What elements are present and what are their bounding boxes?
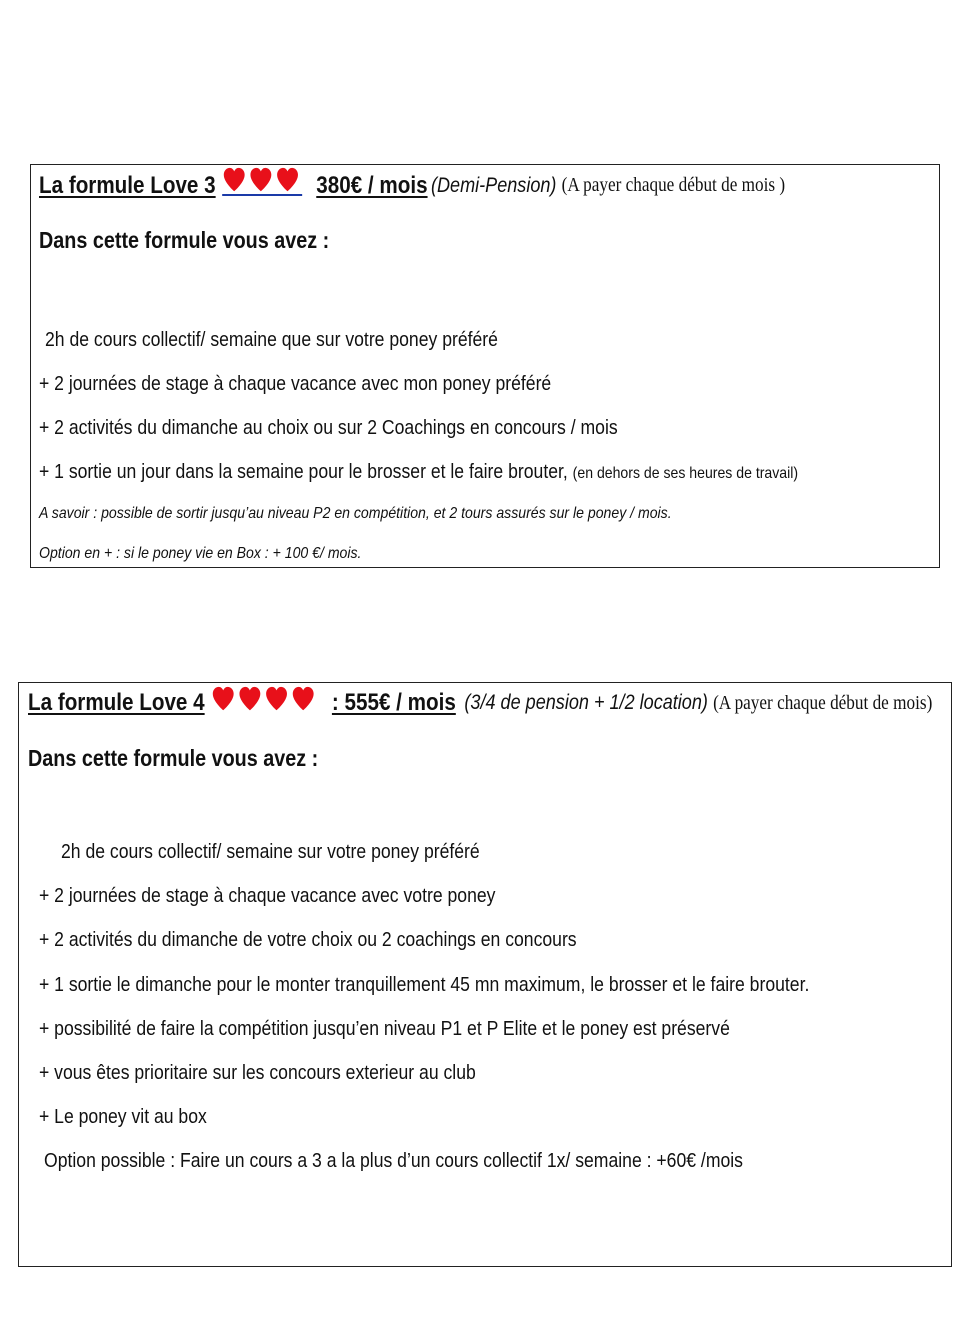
- heart-icon: [212, 686, 236, 712]
- list-item-note: (en dehors de ses heures de travail): [572, 465, 799, 482]
- card-title: La formule Love 4: [28, 689, 205, 716]
- list-item: + possibilité de faire la compétition jusqu’en niveau P1 et P Elite et le poney est préservé: [39, 1018, 730, 1040]
- list-item: + 2 activités du dimanche au choix ou sur 2 Coachings en concours / mois: [39, 417, 618, 439]
- info-note: A savoir : possible de sortir jusqu’au niveau P2 en compétition, et 2 tours assurés sur le poney / mois.: [39, 505, 672, 522]
- formula-subtitle: (3/4 de pension + 1/2 location): [464, 691, 708, 714]
- list-item: + 2 journées de stage à chaque vacance avec votre poney: [39, 885, 496, 907]
- list-item: + 2 activités du dimanche de votre choix ou 2 coachings en concours: [39, 929, 577, 951]
- list-item: [39, 461, 798, 484]
- hearts-rating: [223, 167, 303, 196]
- option-note: Option possible : Faire un cours a 3 a la plus d’un cours collectif 1x/ semaine : +60€ /mois: [44, 1150, 743, 1172]
- option-note: Option en + : si le poney vie en Box : + 100 €/ mois.: [39, 545, 362, 562]
- card-title-row: [39, 171, 785, 200]
- list-item-text: + 1 sortie un jour dans la semaine pour le brosser et le faire brouter,: [39, 461, 568, 483]
- heart-icon: [249, 167, 273, 193]
- list-item: + 2 journées de stage à chaque vacance avec mon poney préféré: [39, 373, 552, 395]
- heart-icon: [238, 686, 262, 712]
- heart-icon: [291, 686, 315, 712]
- list-item: + 1 sortie le dimanche pour le monter tranquillement 45 mn maximum, le brosser et le faire brouter.: [39, 974, 810, 996]
- heart-icon: [276, 167, 300, 193]
- heart-icon: [265, 686, 289, 712]
- card-title: La formule Love 3: [39, 171, 216, 199]
- hearts-rating: [212, 686, 319, 712]
- list-item: + Le poney vit au box: [39, 1106, 207, 1128]
- list-item: + vous êtes prioritaire sur les concours exterieur au club: [39, 1062, 476, 1084]
- formula-card-love-3: [30, 164, 940, 568]
- intro-heading: Dans cette formule vous avez :: [28, 745, 319, 771]
- intro-heading: Dans cette formule vous avez :: [39, 227, 330, 253]
- payment-note: (A payer chaque début de mois ): [561, 174, 786, 196]
- card-title-row: [28, 689, 932, 717]
- price: 380€ / mois: [316, 171, 428, 199]
- list-item: 2h de cours collectif/ semaine que sur votre poney préféré: [45, 329, 498, 351]
- formula-card-love-4: [18, 682, 952, 1267]
- payment-note: (A payer chaque début de mois): [713, 691, 933, 714]
- price: : 555€ / mois: [331, 689, 456, 716]
- list-item: 2h de cours collectif/ semaine sur votre poney préféré: [61, 841, 480, 863]
- formula-subtitle: (Demi-Pension): [430, 173, 557, 197]
- heart-icon: [223, 167, 247, 193]
